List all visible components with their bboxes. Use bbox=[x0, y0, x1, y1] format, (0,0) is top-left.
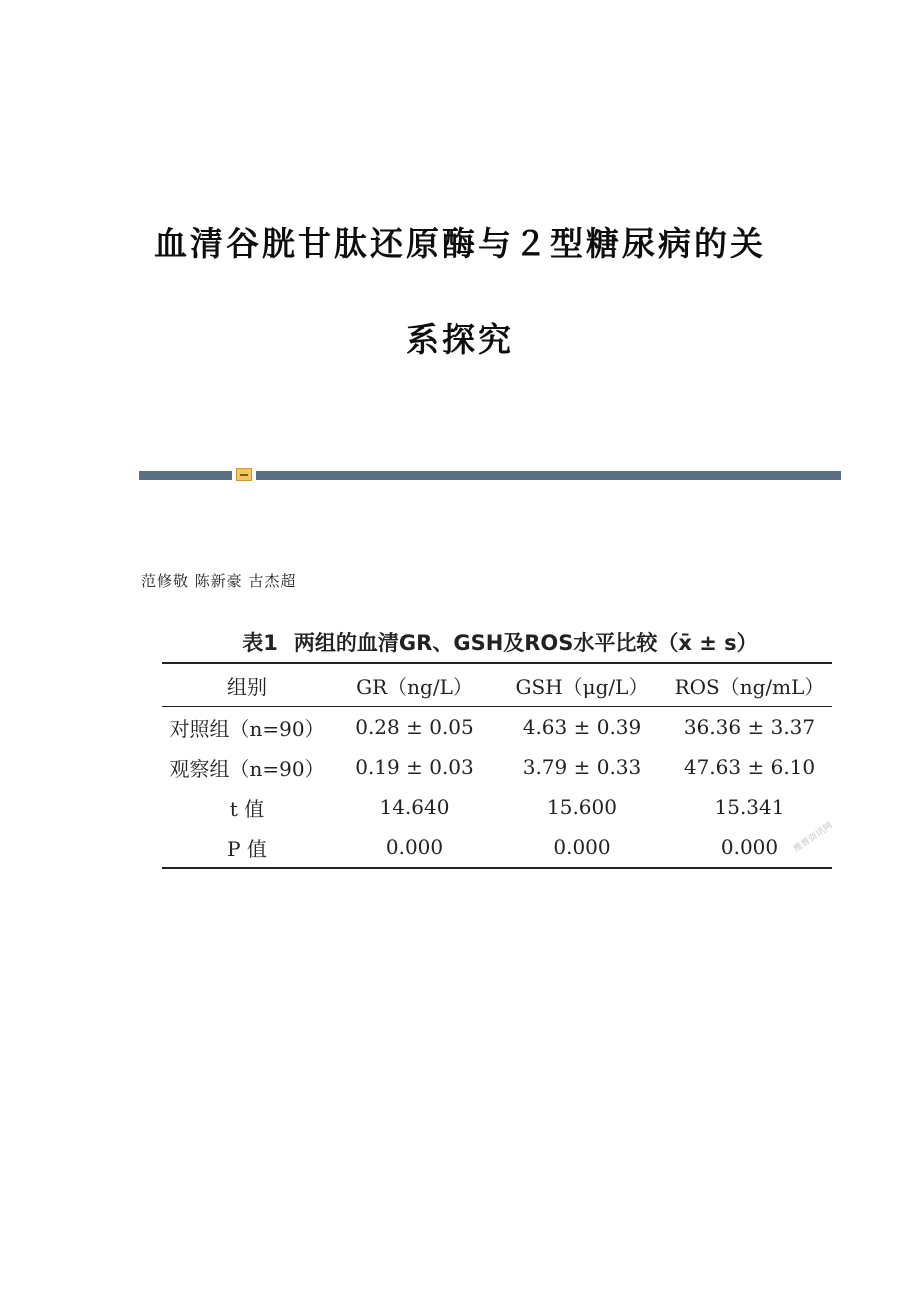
header-gr: GR（ng/L） bbox=[332, 663, 497, 707]
table-cell: P 值 bbox=[162, 827, 332, 868]
table-cell: 0.000 bbox=[667, 827, 832, 868]
table-cell: 36.36 ± 3.37 bbox=[683, 715, 816, 739]
paper-title-line-2: 系探究 bbox=[406, 320, 514, 359]
paper-title-line-1: 血清谷胱甘肽还原酶与２型糖尿病的关 bbox=[154, 224, 766, 263]
table-caption-label: 表1 bbox=[242, 631, 278, 655]
table-cell: 15.600 bbox=[547, 795, 617, 819]
table-header-row bbox=[162, 663, 832, 707]
table-caption-text: 两组的血清GR、GSH及ROS水平比较（x̄ ± s） bbox=[293, 631, 758, 655]
title-divider-left bbox=[139, 471, 232, 480]
data-table bbox=[162, 662, 835, 869]
table-cell: 对照组（n=90） bbox=[169, 716, 325, 741]
table-cell: 15.341 bbox=[714, 795, 785, 819]
table-cell: 47.63 ± 6.10 bbox=[683, 755, 816, 779]
table-row bbox=[162, 747, 832, 787]
table-caption bbox=[0, 627, 920, 657]
table-cell: t 值 bbox=[229, 796, 265, 821]
author-list: 范修敬 陈新豪 古杰超 bbox=[141, 572, 297, 590]
table-cell: 0.000 bbox=[332, 827, 497, 868]
table-cell: 0.000 bbox=[497, 827, 667, 868]
table-row bbox=[162, 787, 832, 827]
table-cell: 3.79 ± 0.33 bbox=[522, 755, 642, 779]
header-ros: ROS（ng/mL） bbox=[667, 663, 832, 707]
header-gsh: GSH（μg/L） bbox=[497, 663, 667, 707]
table-cell: 观察组（n=90） bbox=[169, 756, 325, 781]
table-cell: 14.640 bbox=[379, 795, 450, 819]
divider-badge-icon bbox=[236, 468, 252, 481]
title-divider-right bbox=[256, 471, 841, 480]
table-row bbox=[162, 707, 832, 748]
table-cell: 0.19 ± 0.03 bbox=[355, 755, 474, 779]
watermark: 维普资讯网 bbox=[792, 820, 835, 855]
table-cell: 4.63 ± 0.39 bbox=[522, 715, 642, 739]
table-cell: 0.28 ± 0.05 bbox=[355, 715, 474, 739]
table-row bbox=[162, 827, 832, 868]
header-group: 组别 bbox=[162, 663, 332, 707]
